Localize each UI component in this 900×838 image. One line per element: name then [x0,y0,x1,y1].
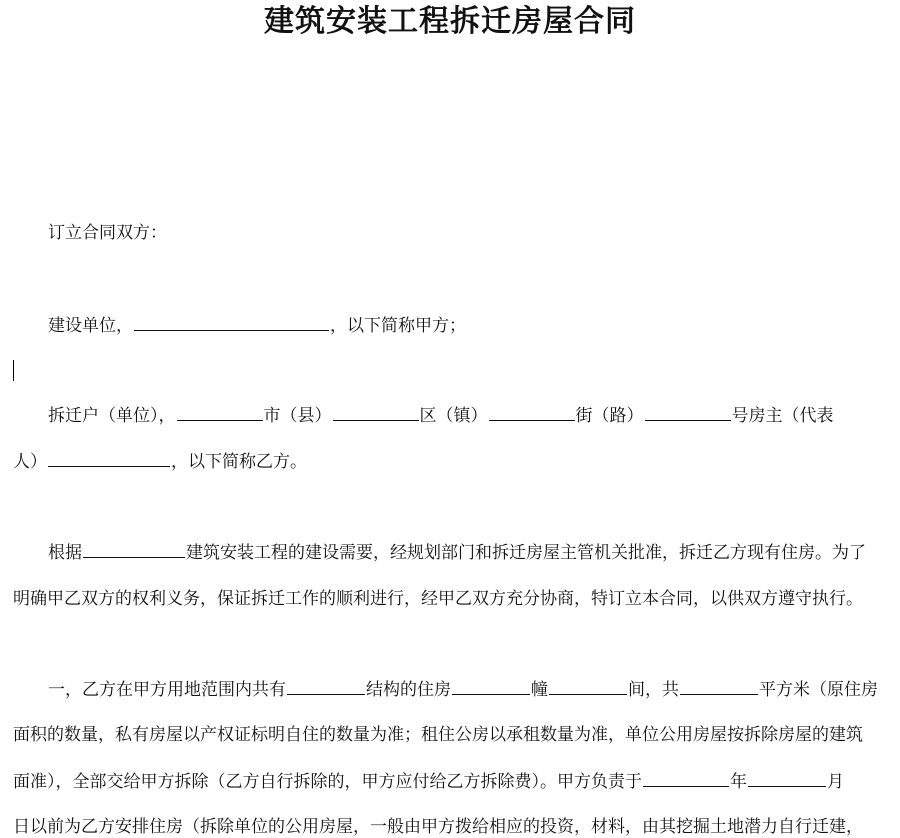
house-label: 号房主（代表 [731,406,834,426]
para1-line2: 明确甲乙双方的权利义务，保证拆迁工作的顺利进行，经甲乙双方充分协商，特订立本合同，以供双方遵守执行。 [13,589,863,609]
clause1-start: 一，乙方在甲方用地范围内共有 [48,680,286,700]
district-blank[interactable] [333,404,419,421]
city-label: 市（县） [263,406,332,426]
street-blank[interactable] [489,404,575,421]
month-blank[interactable] [748,770,826,787]
rep-blank[interactable] [48,450,170,467]
clause1-line-1 [48,678,878,701]
rep-label: 人） [13,452,47,472]
clause1-line4: 日以前为乙方安排住房（拆除单位的公用房屋，一般由甲方拨给相应的投资，材料，由其挖掘土地潜力自行迁建， [13,817,863,837]
area-blank[interactable] [680,678,758,695]
party-b-label: 拆迁户（单位）， [48,406,176,426]
area-label: 平方米（原住房 [759,680,878,700]
project-blank[interactable] [83,541,185,558]
party-b-line-2 [13,450,307,473]
structure-label: 结构的住房 [366,680,451,700]
document-title: 建筑安装工程拆迁房屋合同 [264,4,636,39]
party-a-suffix: ，以下简称甲方； [330,316,466,336]
building-label: 幢 [531,680,548,700]
clause1-line-4 [13,816,863,838]
district-label: 区（镇） [419,406,488,426]
street-label: 街（路） [575,406,644,426]
party-a-blank[interactable] [134,314,329,331]
party-a-line [48,314,466,337]
clause1-line3-start: 面准），全部交给甲方拆除（乙方自行拆除的，甲方应付给乙方拆除费）。甲方负责于 [13,772,642,792]
city-blank[interactable] [177,404,263,421]
party-b-suffix: ，以下简称乙方。 [171,452,307,472]
intro-line [48,222,167,244]
text-cursor [13,360,14,381]
clause1-line2: 面积的数量，私有房屋以产权证标明自住的数量为准；租住公房以承租数量为准，单位公用房屋按拆除房屋的建筑 [13,725,863,745]
house-number-blank[interactable] [645,404,731,421]
year-label: 年 [730,772,747,792]
year-blank[interactable] [643,770,729,787]
building-count-blank[interactable] [452,678,530,695]
room-count-blank[interactable] [549,678,627,695]
clause1-line-3 [13,770,844,793]
month-label: 月 [827,772,844,792]
clause1-line-2 [13,724,863,746]
room-label: 间，共 [628,680,679,700]
party-a-label: 建设单位， [48,316,133,336]
para1-line-1 [48,541,866,564]
structure-blank[interactable] [287,678,365,695]
para1-line-2 [13,588,863,610]
para1-start: 根据 [48,543,82,563]
para1-rest: 建筑安装工程的建设需要，经规划部门和拆迁房屋主管机关批准，拆迁乙方现有住房。为了 [186,543,866,563]
intro-text: 订立合同双方： [48,223,167,243]
party-b-line [48,404,834,427]
